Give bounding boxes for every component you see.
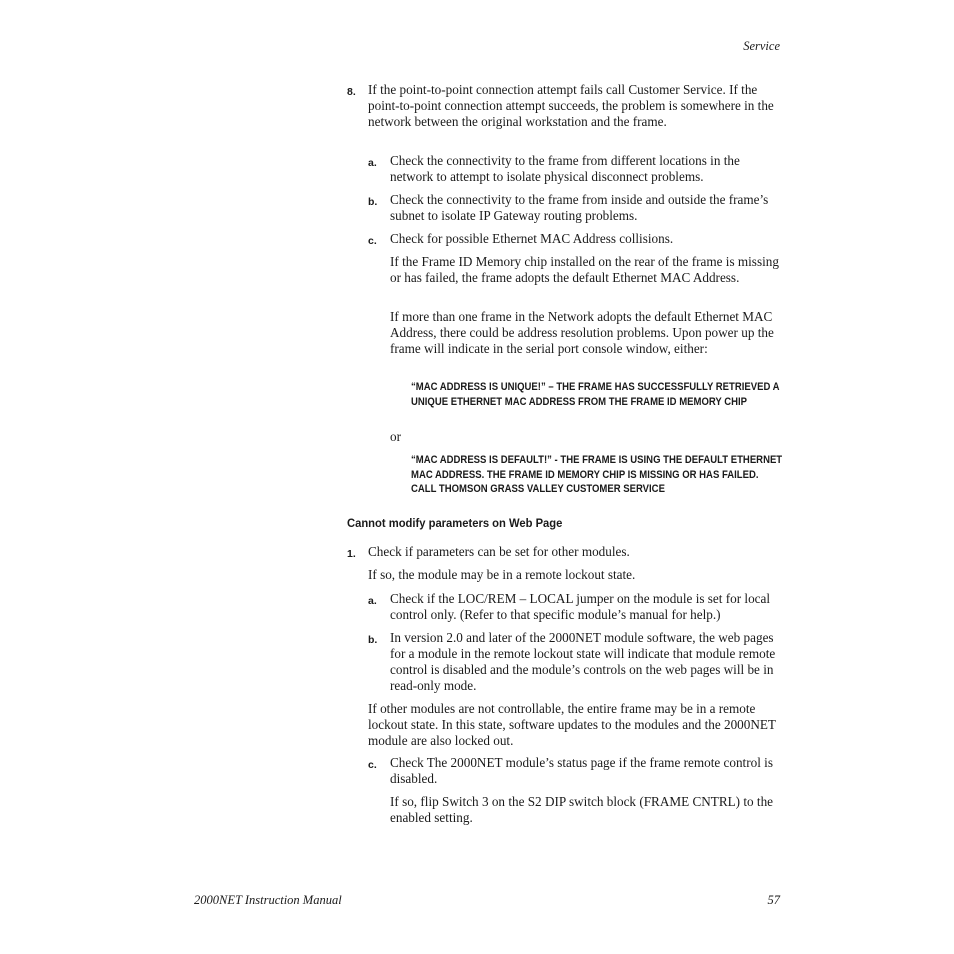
step-text: Check if parameters can be set for other modules.: [368, 544, 630, 559]
paragraph: or: [390, 429, 401, 444]
substep-label: c.: [368, 759, 377, 771]
substep-text: Check if the LOC/REM – LOCAL jumper on the module is set for local control only. (Refer to that specific module’s manual for help.): [390, 591, 771, 622]
substep-text: Check the connectivity to the frame from inside and outside the frame’s subnet to isolate IP Gateway routing problems.: [390, 192, 769, 223]
paragraph: If more than one frame in the Network adopts the default Ethernet MAC Address, there could be address resolution problems. Upon power up the frame will indicate in the serial port console window, either:: [390, 309, 774, 356]
substep-text: Check for possible Ethernet MAC Address collisions.: [390, 231, 674, 246]
substep-label: a.: [368, 157, 377, 169]
step-number: 8.: [347, 86, 356, 98]
substep-text: In version 2.0 and later of the 2000NET module software, the web pages for a module in the remote lockout state will indicate that module remote control is disabled and the module’s controls on the web pages will be in read-only mode.: [390, 630, 776, 693]
paragraph: If other modules are not controllable, the entire frame may be in a remote lockout state. In this state, software updates to the modules and the 2000NET module are also locked out.: [368, 701, 776, 748]
console-message: “MAC ADDRESS IS DEFAULT!” - THE FRAME IS USING THE DEFAULT ETHERNET MAC ADDRESS. THE FRAME ID MEMORY CHIP IS MISSING OR HAS FAILED. CALL THOMSON GRASS VALLEY CUSTOMER SERVICE: [411, 454, 783, 496]
footer-title: 2000NET Instruction Manual: [194, 893, 342, 907]
substep-label: b.: [368, 634, 378, 646]
page-number: 57: [767, 893, 780, 907]
paragraph: If the Frame ID Memory chip installed on the rear of the frame is missing or has failed, the frame adopts the default Ethernet MAC Address.: [390, 254, 779, 285]
substep-label: a.: [368, 595, 377, 607]
substep-text: Check the connectivity to the frame from different locations in the network to attempt to isolate physical disconnect problems.: [390, 153, 740, 184]
step-number: 1.: [347, 548, 356, 560]
section-heading: Cannot modify parameters on Web Page: [347, 516, 563, 530]
substep-text: Check The 2000NET module’s status page if the frame remote control is disabled.: [390, 755, 773, 786]
paragraph: If so, the module may be in a remote lockout state.: [368, 567, 636, 582]
step-text: If the point-to-point connection attempt fails call Customer Service. If the point-to-point connection attempt succeeds, the problem is somewhere in the network between the original workstation and the frame.: [368, 82, 774, 129]
substep-label: c.: [368, 235, 377, 247]
console-message: “MAC ADDRESS IS UNIQUE!” – THE FRAME HAS SUCCESSFULLY RETRIEVED A UNIQUE ETHERNET MAC ADDRESS FROM THE FRAME ID MEMORY CHIP: [411, 381, 780, 408]
substep-label: b.: [368, 196, 378, 208]
running-header: Service: [743, 39, 780, 53]
paragraph: If so, flip Switch 3 on the S2 DIP switch block (FRAME CNTRL) to the enabled setting.: [390, 794, 774, 825]
